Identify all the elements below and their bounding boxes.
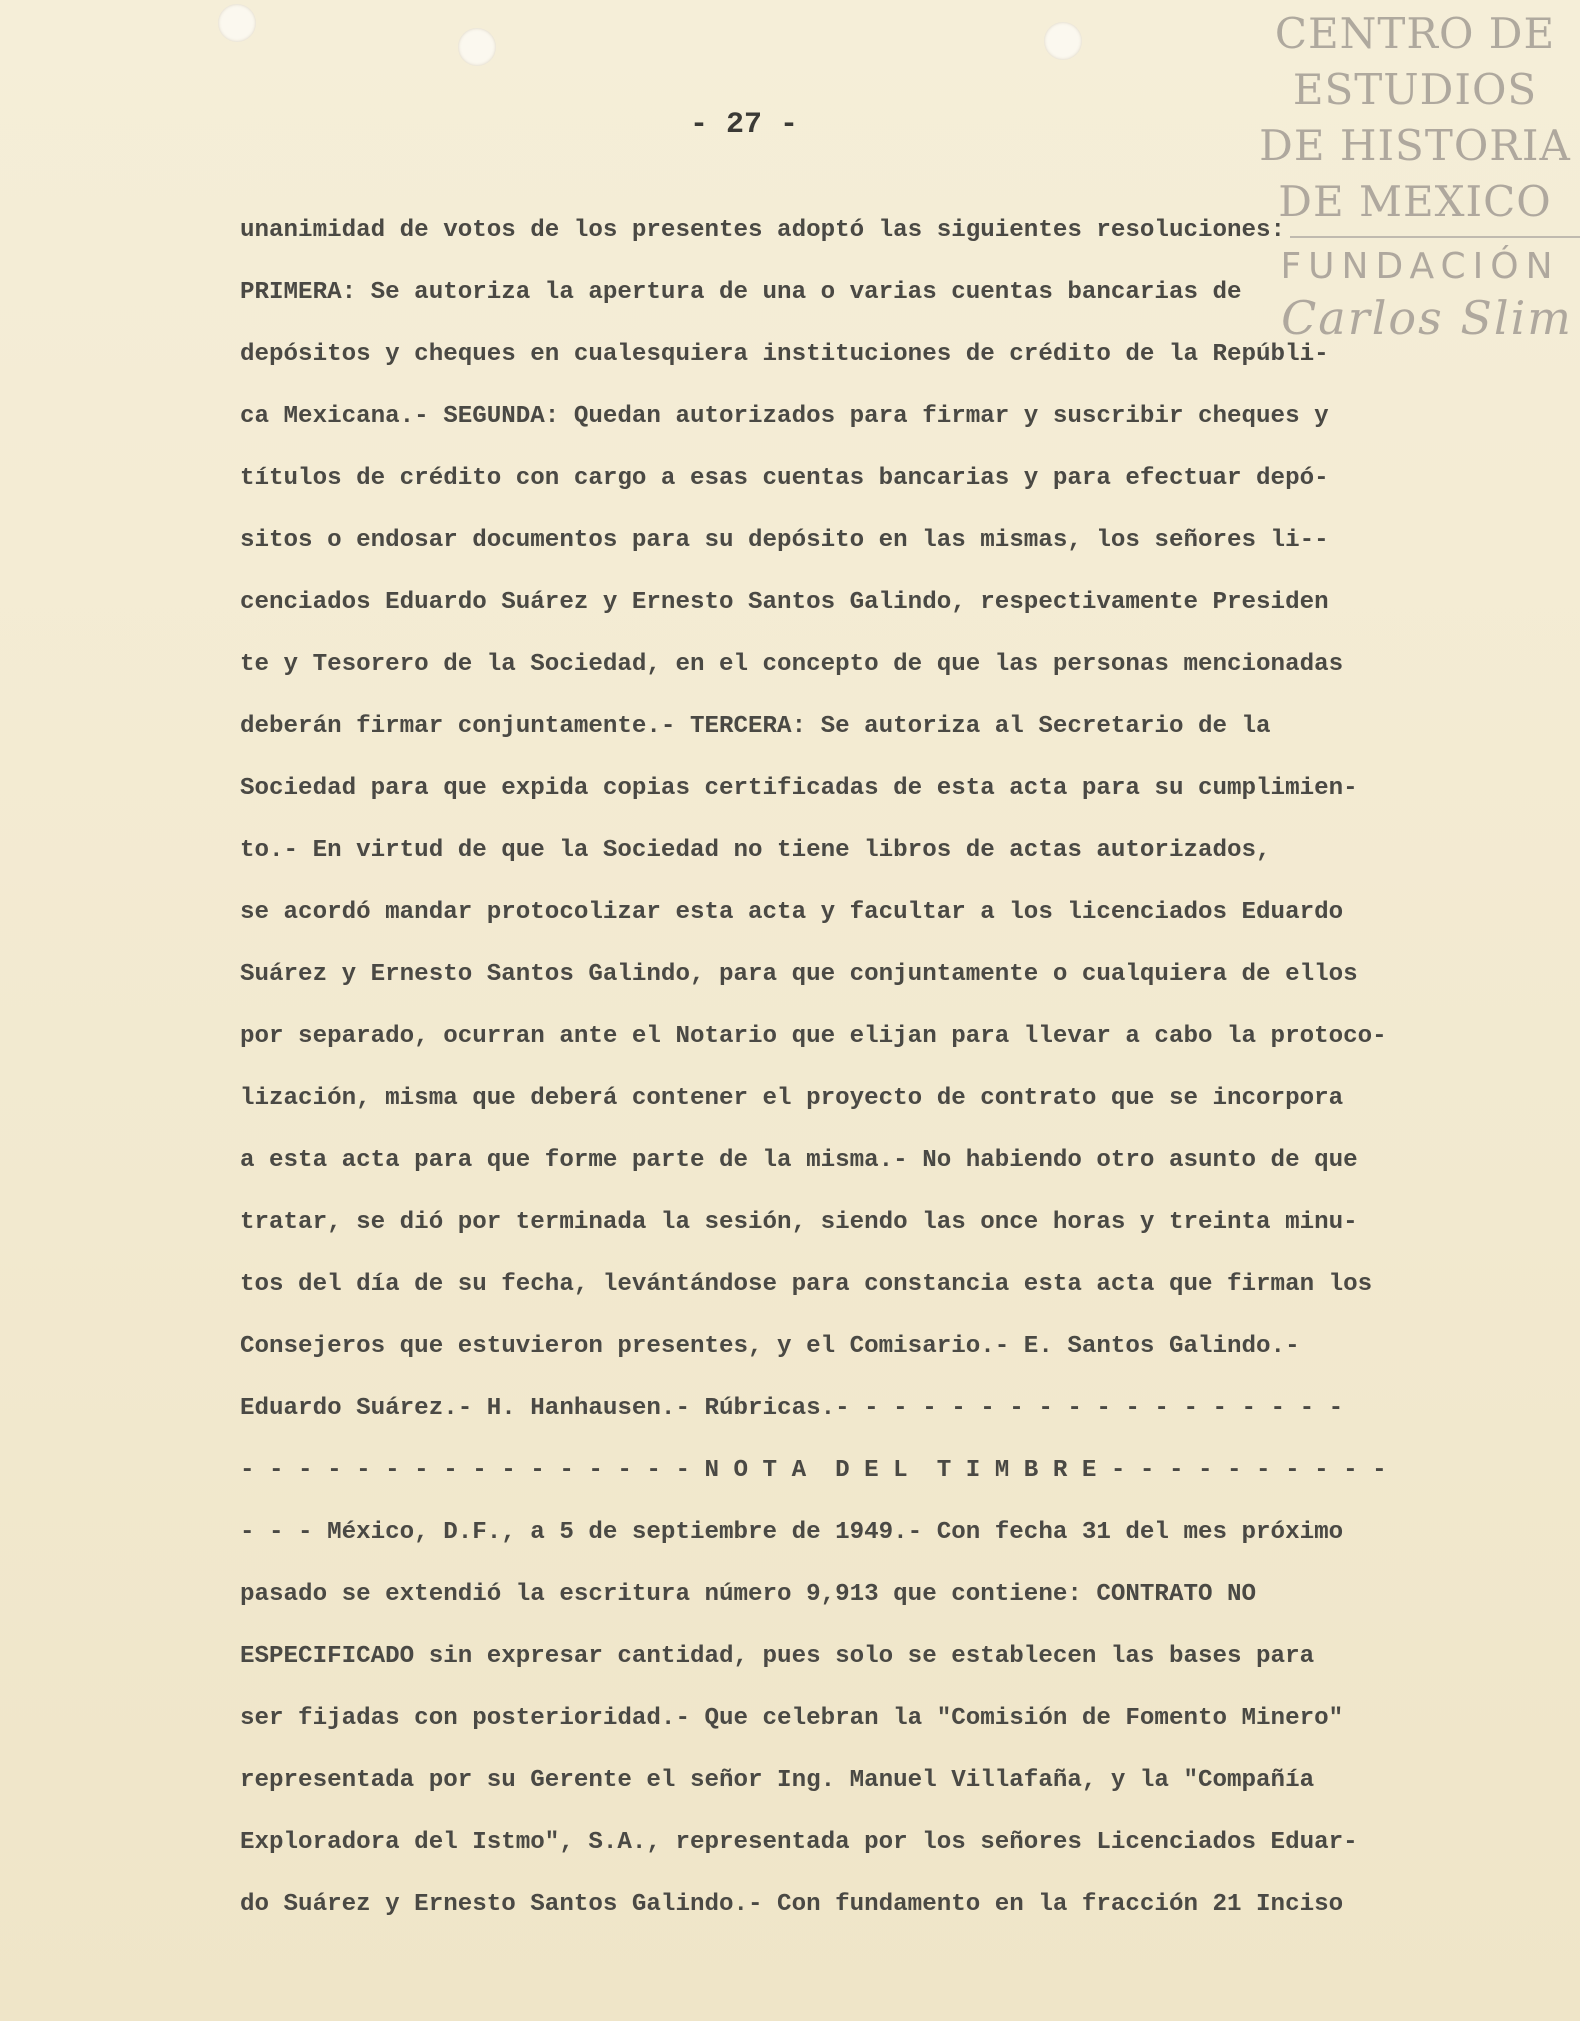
punch-hole (218, 4, 256, 42)
text-line: Sociedad para que expida copias certificadas de esta acta para su cumplimien- (240, 775, 1358, 802)
watermark-line: CENTRO DE (1274, 9, 1556, 58)
text-line: sitos o endosar documentos para su depósito en las mismas, los señores li-- (240, 527, 1329, 554)
page-number: - 27 - (690, 108, 799, 142)
text-line: Suárez y Ernesto Santos Galindo, para que conjuntamente o cualquiera de ellos (240, 961, 1358, 988)
text-line: cenciados Eduardo Suárez y Ernesto Santos Galindo, respectivamente Presiden (240, 589, 1329, 616)
text-line: to.- En virtud de que la Sociedad no tiene libros de actas autorizados, (240, 837, 1271, 864)
text-line: ESPECIFICADO sin expresar cantidad, pues solo se establecen las bases para (240, 1643, 1315, 1670)
text-line: Exploradora del Istmo", S.A., representada por los señores Licenciados Eduar- (240, 1829, 1358, 1856)
text-line: unanimidad de votos de los presentes adoptó las siguientes resoluciones: (240, 217, 1286, 244)
text-line: ser fijadas con posterioridad.- Que celebran la "Comisión de Fomento Minero" (240, 1705, 1344, 1732)
text-line: PRIMERA: Se autoriza la apertura de una o varias cuentas bancarias de (240, 279, 1242, 306)
text-line: tratar, se dió por terminada la sesión, siendo las once horas y treinta minu- (240, 1209, 1358, 1236)
text-line: representada por su Gerente el señor Ing. Manuel Villafaña, y la "Compañía (240, 1767, 1315, 1794)
text-line: do Suárez y Ernesto Santos Galindo.- Con fundamento en la fracción 21 Inciso (240, 1891, 1344, 1918)
text-line: lización, misma que deberá contener el proyecto de contrato que se incorpora (240, 1085, 1344, 1112)
watermark-line: DE HISTORIA (1259, 121, 1571, 170)
watermark-line: ESTUDIOS (1292, 65, 1538, 114)
text-line: deberán firmar conjuntamente.- TERCERA: Se autoriza al Secretario de la (240, 713, 1271, 740)
text-line: Eduardo Suárez.- H. Hanhausen.- Rúbricas.- - - - - - - - - - - - - - - - - - (240, 1395, 1344, 1422)
text-line: a esta acta para que forme parte de la misma.- No habiendo otro asunto de que (240, 1147, 1358, 1174)
text-line: por separado, ocurran ante el Notario que elijan para llevar a cabo la protoco- (240, 1023, 1387, 1050)
watermark-line: DE MEXICO (1278, 177, 1552, 226)
watermark-signature: Carlos Slim (1281, 291, 1573, 345)
watermark-foundation: FUNDACIÓN (1280, 246, 1560, 287)
text-line: pasado se extendió la escritura número 9,913 que contiene: CONTRATO NO (240, 1581, 1257, 1608)
text-line: Consejeros que estuvieron presentes, y el Comisario.- E. Santos Galindo.- (240, 1333, 1300, 1360)
text-line: se acordó mandar protocolizar esta acta y facultar a los licenciados Eduardo (240, 899, 1344, 926)
text-line: te y Tesorero de la Sociedad, en el concepto de que las personas mencionadas (240, 651, 1344, 678)
punch-hole (458, 28, 496, 66)
text-line: tos del día de su fecha, levántándose para constancia esta acta que firman los (240, 1271, 1373, 1298)
document-body (240, 200, 1480, 1936)
punch-hole (1044, 22, 1082, 60)
stamp-note-heading: - - - - - - - - - - - - - - - - N O T A D E L T I M B R E - - - - - - - - - - (240, 1457, 1387, 1484)
text-line: ca Mexicana.- SEGUNDA: Quedan autorizados para firmar y suscribir cheques y (240, 403, 1329, 430)
text-line: títulos de crédito con cargo a esas cuentas bancarias y para efectuar depó- (240, 465, 1329, 492)
text-line: depósitos y cheques en cualesquiera instituciones de crédito de la Repúbli- (240, 341, 1329, 368)
text-line: - - - México, D.F., a 5 de septiembre de 1949.- Con fecha 31 del mes próximo (240, 1519, 1344, 1546)
